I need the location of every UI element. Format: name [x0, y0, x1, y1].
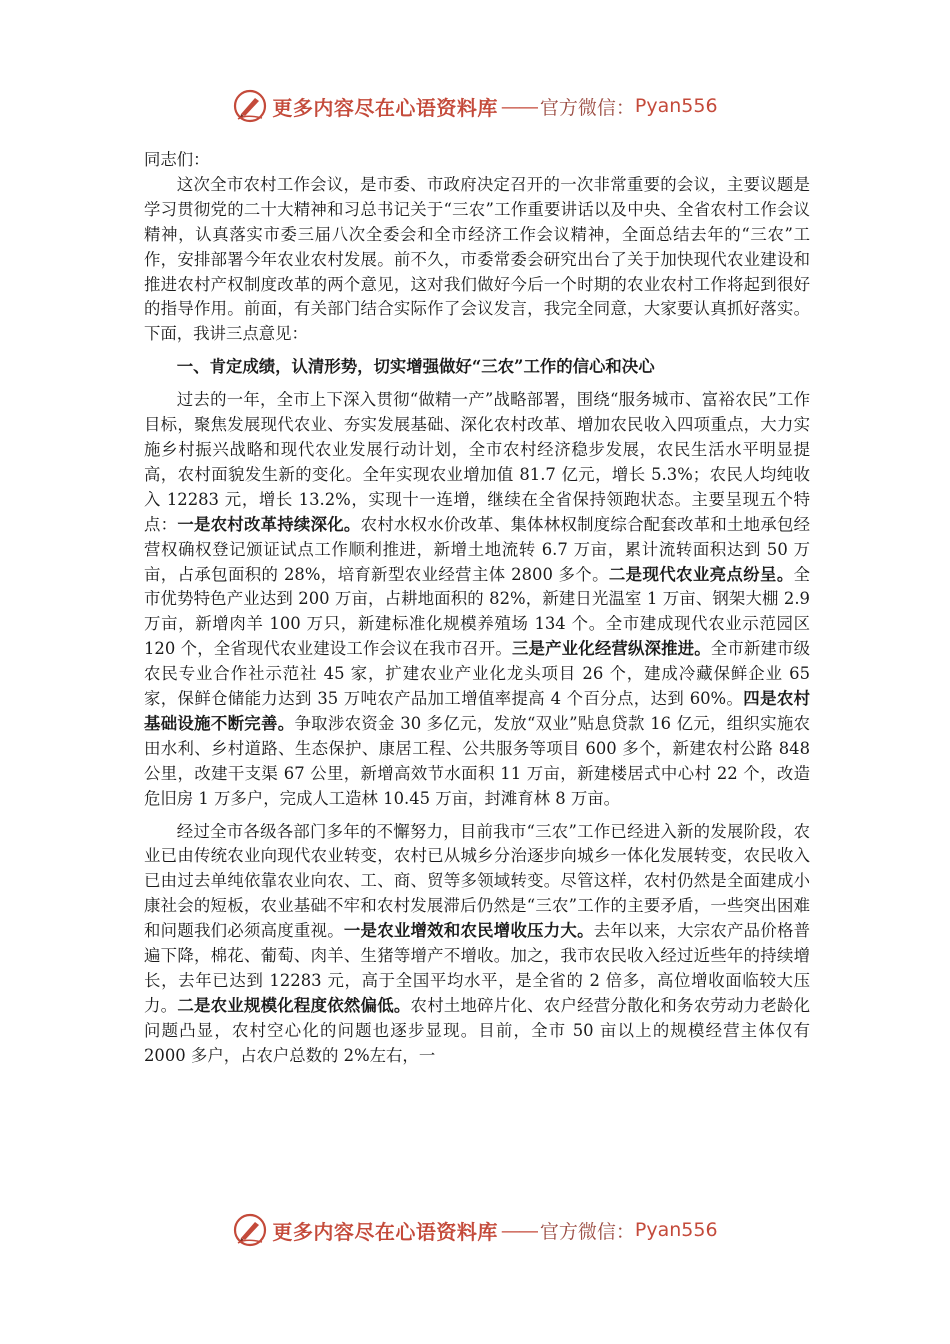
challenges-paragraph: [144, 820, 810, 1069]
banner-wechat-label: 官方微信：: [539, 96, 635, 119]
banner-separator: ——: [500, 94, 537, 118]
intro-paragraph: 这次全市农村工作会议，是市委、市政府决定召开的一次非常重要的会议，主要议题是学习贯彻党的二十大精神和习总书记关于“三农”工作重要讲话以及中央、全省农村工作会议精神，认真落实市委三届八次全委会和全市经济工作会议精神，全面总结去年的“三农”工作，安排部署今年农业农村发展。前不久，市委常委会研究出台了关于加快现代农业建设和推进农村产权制度改革的两个意见，这对我们做好今后一个时期的农业农村工作将起到很好的指导作用。前面，有关部门结合实际作了会议发言，我完全同意，大家要认真抓好落实。下面，我讲三点意见：: [144, 174, 810, 344]
paragraph-text: 农村土地碎片化、农户经营分散化和务农劳动力老龄化问题凸显，农村空心化的问题也逐步显现。目前，全市 50 亩以上的规模经营主体仅有 2000 多户，占农户总数的 2%左右，一: [144, 995, 811, 1065]
bold-point-2: 二是农业规模化程度依然偏低。: [177, 995, 411, 1015]
banner-wechat-id: Pyan556: [634, 95, 718, 117]
banner-brand: 更多内容尽在心语资料库: [272, 1219, 498, 1244]
paragraph-text: 过去的一年，全市上下深入贯彻“做精一产”战略部署，围绕“服务城市、富裕农民”工作目标，聚焦发展现代农业、夯实发展基础、深化农村改革、增加农民收入四项重点，大力实施乡村振兴战略和现代农业发展行动计划，全市农村经济稳步发展，农民生活水平明显提高，农村面貌发生新的变化。全年实现农业增加值 81.7 亿元，增长 5.3%；农民人均纯收入 12283 元，增长 13.2%，实现十一连增，继续在全省保持领跑状态。主要呈现五个特点：: [144, 390, 810, 534]
document-body: [144, 148, 810, 1069]
paragraph-text: 经过全市各级各部门多年的不懈努力，目前我市“三农”工作已经进入新的发展阶段，农业已由传统农业向现代农业转变，农村已从城乡分治逐步向城乡一体化发展转变，农民收入已由过去单纯依靠农业向农、工、商、贸等多领域转变。尽管这样，农村仍然是全面建成小康社会的短板，农业基础不牢和农村发展滞后仍然是“三农”工作的主要矛盾，一些突出困难和问题我们必须高度重视。: [144, 821, 810, 941]
bold-point-1: 一是农业增效和农民增收压力大。: [343, 921, 594, 941]
banner-wechat-id: Pyan556: [634, 1219, 718, 1241]
paragraph-text: 去年以来，大宗农产品价格普遍下降，棉花、葡萄、肉羊、生猪等增产不增收。加之，我市农民收入经过近些年的持续增长，去年已达到 12283 元，高于全国平均水平，是全省的 2 倍多，高位增收面临较大压力。: [144, 921, 811, 1015]
bold-point-2: 二是现代农业亮点纷呈。: [608, 564, 794, 584]
bold-point-1: 一是农村改革持续深化。: [177, 514, 361, 534]
paragraph-text: 农村水权水价改革、集体林权制度综合配套改革和土地承包经营权确权登记颁证试点工作顺利推进，新增土地流转 6.7 万亩，累计流转面积达到 50 万亩，占承包面积的 28%，培育新型农业经营主体 2800 多个。: [144, 514, 811, 584]
section-heading-1: 一、肯定成绩，认清形势，切实增强做好“三农”工作的信心和决心: [176, 357, 655, 377]
paragraph-text: 全市新建市级农民专业合作社示范社 45 家，扩建农业产业化龙头项目 26 个，建成冷藏保鲜企业 65 家，保鲜仓储能力达到 35 万吨农产品加工增值率提高 4 个百分点，达到 60%。: [144, 639, 811, 709]
bold-point-4: 四是农村基础设施不断完善。: [144, 689, 811, 733]
pen-logo-icon: [232, 1212, 268, 1248]
banner-brand: 更多内容尽在心语资料库: [272, 95, 498, 120]
banner-wechat-label: 官方微信：: [539, 1220, 635, 1243]
bold-point-3: 三是产业化经营纵深推进。: [511, 639, 711, 659]
watermark-banner-bottom: [0, 1210, 950, 1250]
achievements-paragraph: [144, 388, 810, 811]
banner-separator: ——: [500, 1218, 537, 1242]
salutation: 同志们：: [144, 150, 210, 169]
pen-logo-icon: [232, 88, 268, 124]
watermark-banner-top: [0, 86, 950, 126]
paragraph-text: 争取涉农资金 30 多亿元，发放“双业”贴息贷款 16 亿元，组织实施农田水利、乡村道路、生态保护、康居工程、公共服务等项目 600 多个，新建农村公路 848 公里，改建干支渠 67 公里，新增高效节水面积 11 万亩，新建楼居式中心村 22 个，改造危旧房 1 万多户，完成人工造林 10.45 万亩，封滩育林 8 万亩。: [144, 713, 811, 808]
paragraph-text: 全市优势特色产业达到 200 万亩，占耕地面积的 82%，新建日光温室 1 万亩、钢架大棚 2.9 万亩，新增肉羊 100 万只，新建标准化规模养殖场 134 个。全市建成现代农业示范园区 120 个，全省现代农业建设工作会议在我市召开。: [144, 564, 811, 659]
